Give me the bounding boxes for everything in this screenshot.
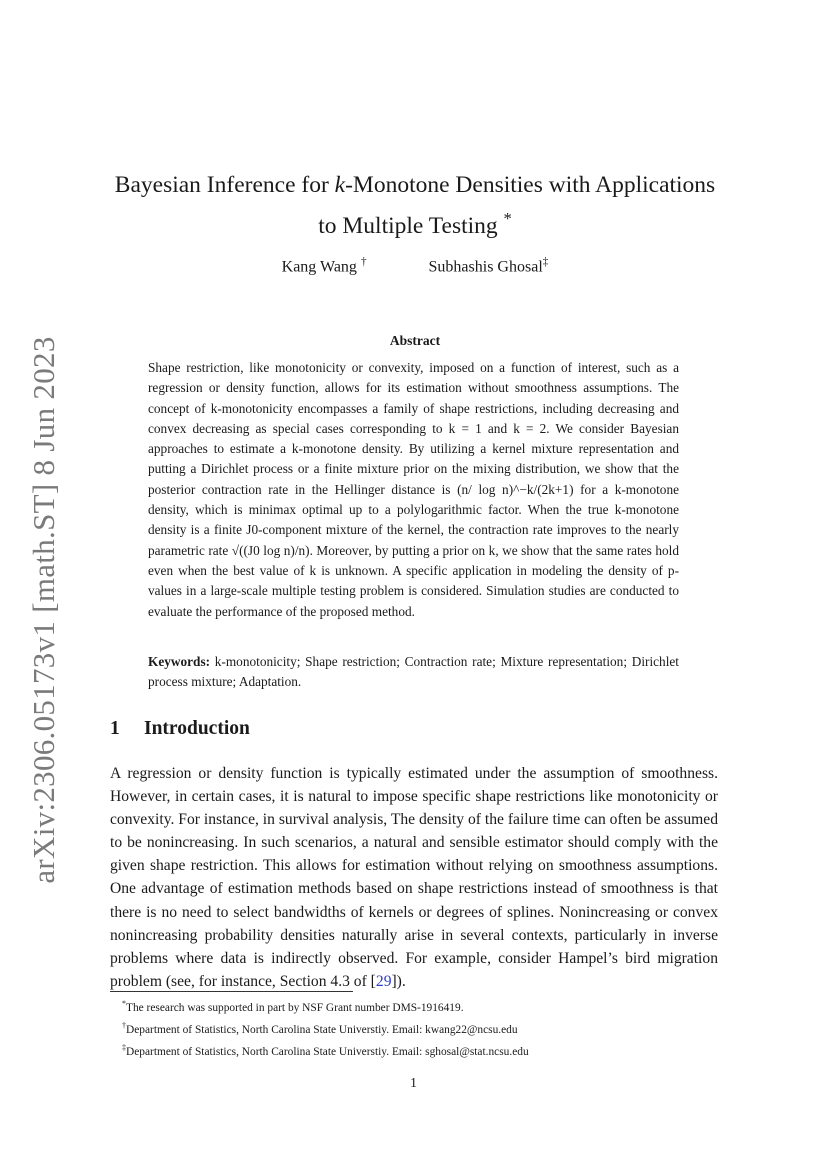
keywords-label: Keywords:	[148, 654, 211, 669]
intro-text-end: ]).	[391, 972, 406, 990]
author-name: Subhashis Ghosal	[428, 258, 543, 276]
title-footnote-mark: *	[503, 209, 512, 228]
paper-title	[95, 168, 735, 243]
author-name: Kang Wang	[281, 258, 361, 276]
author-list	[95, 256, 735, 276]
title-part: -Monotone Densities with Applications	[345, 172, 716, 198]
section-number: 1	[110, 718, 120, 739]
intro-text: A regression or density function is typically estimated under the assumption of smoothness. However, in certain cases, it is natural to impose specific shape restrictions like monotonicity or convexity. For instance, in survival analysis, The density of the failure time can often be assumed to be nonincreasing. In such scenarios, a natural and sensible estimator should comply with the given shape restriction. This allows for estimation without relying on smoothness assumptions. One advantage of estimation methods based on shape restrictions instead of smoothness is that there is no need to select bandwidths of kernels or degrees of splines. Nonincreasing or convex nonincreasing probability densities naturally arise in several contexts, particularly in inverse problems where data is indirectly observed. For example, consider Hampel’s bird migration problem (see, for instance, Section 4.3 of [	[110, 765, 718, 990]
footnote	[122, 995, 722, 1017]
footnote-mark: *	[122, 999, 126, 1008]
footnote-text: Department of Statistics, North Carolina State Universtiy. Email: kwang22@ncsu.edu	[126, 1023, 518, 1036]
footnote-text: Department of Statistics, North Carolina State Universtiy. Email: sghosal@stat.ncsu.edu	[126, 1045, 529, 1058]
title-part: Bayesian Inference for	[114, 172, 335, 198]
footnote-rule	[110, 991, 353, 992]
abstract-heading: Abstract	[389, 333, 441, 348]
footnote-mark: ‡	[122, 1042, 126, 1052]
footnotes	[122, 995, 722, 1060]
section-heading	[110, 718, 250, 740]
title-part: to Multiple Testing	[318, 212, 504, 239]
keywords-text: k-monotonicity; Shape restriction; Contraction rate; Mixture representation; Dirichlet process mixture; Adaptation.	[148, 654, 679, 690]
page-number: 1	[410, 1076, 417, 1091]
arxiv-identifier: arXiv:2306.05173v1 [math.ST] 8 Jun 2023	[26, 336, 61, 884]
footnote	[122, 1017, 722, 1039]
citation-link[interactable]: 29	[375, 972, 392, 990]
arxiv-side-stamp	[14, 336, 74, 884]
keywords	[148, 652, 679, 693]
author-mark: †	[360, 256, 367, 268]
abstract-body: Shape restriction, like monotonicity or convexity, imposed on a function of interest, such as a regression or density function, allows for its estimation without smoothness assumptions. The concept of k-monotonicity encompasses a family of shape restrictions, including decreasing and convex decreasing as special cases corresponding to k = 1 and k = 2. We consider Bayesian approaches to estimate a k-monotone density. By utilizing a kernel mixture representation and putting a Dirichlet process or a finite mixture prior on the mixing distribution, we show that the posterior contraction rate in the Hellinger distance is (n/ log n)^−k/(2k+1) for a k-monotone density, which is minimax optimal up to a polylogarithmic factor. When the true k-monotone density is a finite J0-component mixture of the kernel, the contraction rate improves to the nearly parametric rate √((J0 log n)/n). Moreover, by putting a prior on k, we show that the same rates hold even when the best value of k is unknown. A specific application in modeling the density of p-values in a large-scale multiple testing problem is considered. Simulation studies are conducted to evaluate the performance of the proposed method.	[148, 360, 679, 619]
footnote-text: The research was supported in part by NSF Grant number DMS-1916419.	[126, 1001, 464, 1014]
author-mark: ‡	[542, 256, 549, 268]
intro-paragraph	[110, 762, 718, 993]
title-k: k	[334, 172, 346, 198]
footnote	[122, 1039, 722, 1061]
section-title: Introduction	[144, 718, 250, 739]
footnote-mark: †	[122, 1020, 126, 1030]
